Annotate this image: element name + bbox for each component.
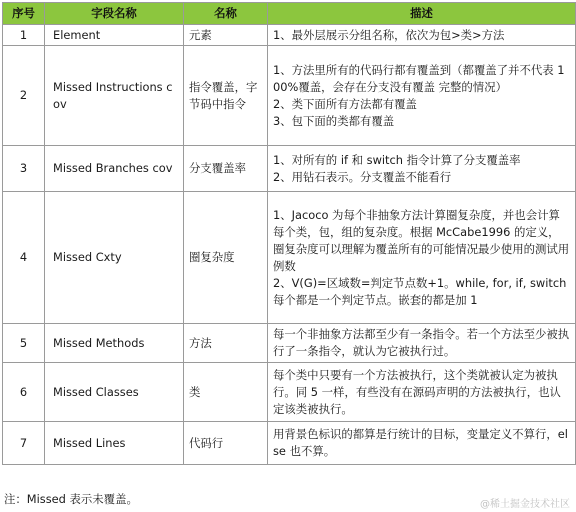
- field-name: Missed Classes: [45, 363, 184, 422]
- description: [268, 324, 576, 363]
- header-field-name: 字段名称: [45, 3, 184, 25]
- description: [268, 46, 576, 146]
- table-row: [3, 324, 576, 363]
- field-name: Missed Instructions cov: [45, 46, 184, 146]
- field-name: Element: [45, 25, 184, 46]
- description: [268, 146, 576, 192]
- description-line: 每一个非抽象方法都至少有一条指令。若一个方法至少被执行了一条指令，就认为它被执行过。: [273, 327, 570, 358]
- header-description: 描述: [268, 3, 576, 25]
- description-line: 2、V(G)=区域数=判定节点数+1。while, for, if, switch 每个都是一个判定节点。嵌套的都是加 1: [273, 275, 567, 307]
- description-line: 1、Jacoco 为每个非抽象方法计算圈复杂度，并也会计算每个类，包，组的复杂度。根据 McCabe1996 的定义，圈复杂度可以理解为覆盖所有的可能情况最少使用的测试用例数: [273, 207, 570, 273]
- chinese-name: 元素: [184, 25, 268, 46]
- footnote: 注：Missed 表示未覆盖。: [4, 492, 138, 506]
- chinese-name: 指令覆盖，字节码中指令: [184, 46, 268, 146]
- header-name: 名称: [184, 3, 268, 25]
- description: [268, 422, 576, 465]
- table-row: [3, 46, 576, 146]
- chinese-name: 方法: [184, 324, 268, 363]
- chinese-name: 类: [184, 363, 268, 422]
- table-row: [3, 192, 576, 324]
- table-row: [3, 146, 576, 192]
- watermark-text: @稀土掘金技术社区: [480, 499, 570, 510]
- row-number: 5: [3, 324, 45, 363]
- field-name: Missed Branches cov: [45, 146, 184, 192]
- description: [268, 25, 576, 46]
- description: [268, 363, 576, 422]
- description-line: 用背景色标识的都算是行统计的目标，变量定义不算行，else 也不算。: [273, 427, 568, 458]
- row-number: 6: [3, 363, 45, 422]
- table-header-row: [3, 3, 576, 25]
- table-row: [3, 363, 576, 422]
- description-line: 1、方法里所有的代码行都有覆盖到（都覆盖了并不代表 100%覆盖，会存在分支没有覆盖 完整的情况）: [273, 62, 565, 94]
- row-number: 2: [3, 46, 45, 146]
- row-number: 7: [3, 422, 45, 465]
- table-row: [3, 25, 576, 46]
- chinese-name: 分支覆盖率: [184, 146, 268, 192]
- chinese-name: 代码行: [184, 422, 268, 465]
- description: [268, 192, 576, 324]
- description-line: 2、用钻石表示。分支覆盖不能看行: [273, 169, 452, 184]
- description-line: 3、包下面的类都有覆盖: [273, 113, 395, 128]
- description-line: 每个类中只要有一个方法被执行，这个类就被认定为被执行。同 5 一样，有些没有在源码声明的方法被执行，也认定该类被执行。: [273, 367, 561, 416]
- header-no: 序号: [3, 3, 45, 25]
- row-number: 1: [3, 25, 45, 46]
- table-row: [3, 422, 576, 465]
- row-number: 3: [3, 146, 45, 192]
- description-line: 1、对所有的 if 和 switch 指令计算了分支覆盖率: [273, 152, 521, 167]
- row-number: 4: [3, 192, 45, 324]
- chinese-name: 圈复杂度: [184, 192, 268, 324]
- coverage-field-table: [2, 2, 576, 465]
- field-name: Missed Lines: [45, 422, 184, 465]
- field-name: Missed Cxty: [45, 192, 184, 324]
- description-line: 1、最外层展示分组名称，依次为包>类>方法: [273, 27, 505, 42]
- description-line: 2、类下面所有方法都有覆盖: [273, 96, 417, 111]
- field-name: Missed Methods: [45, 324, 184, 363]
